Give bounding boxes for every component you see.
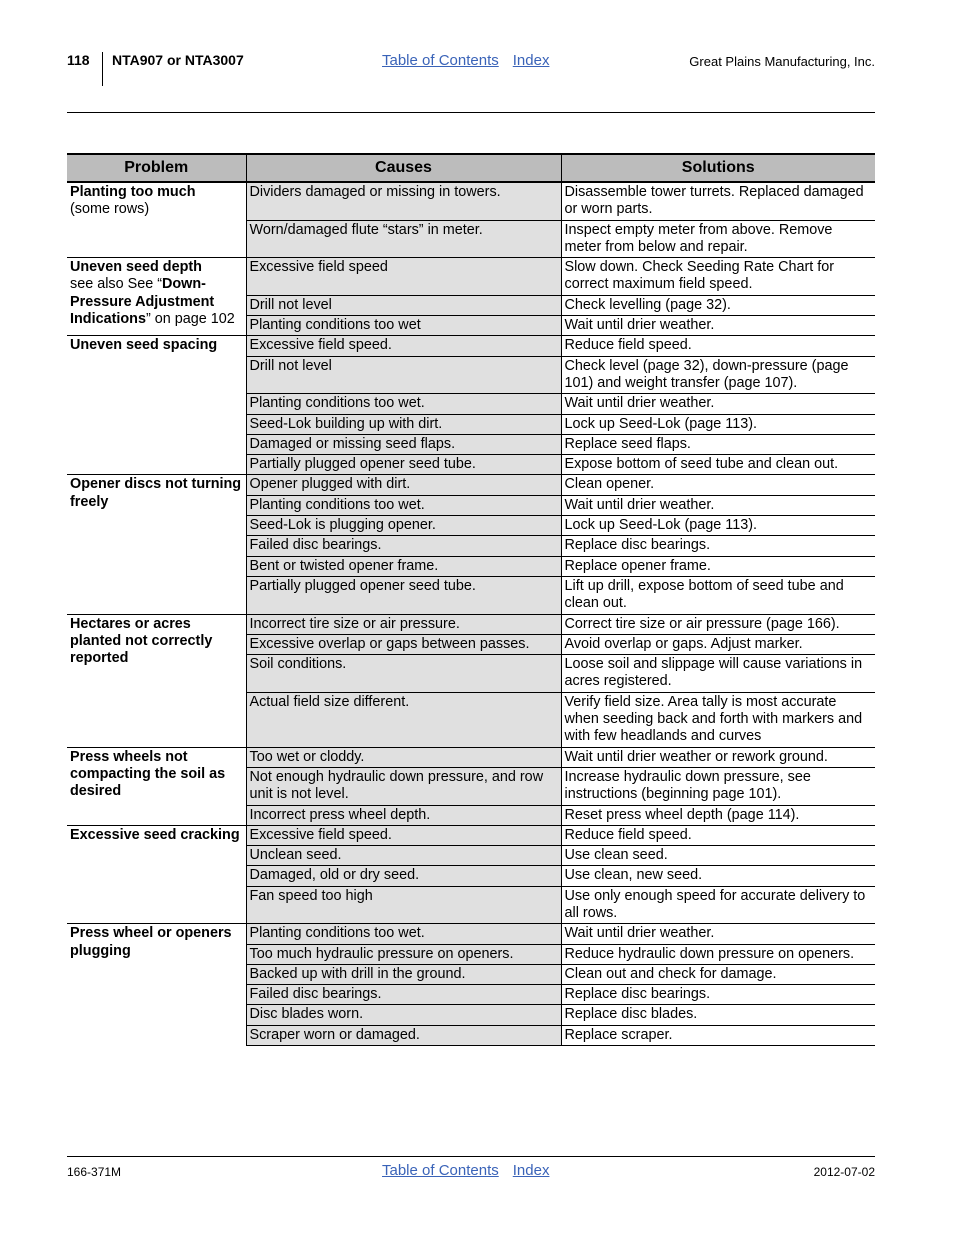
solution-cell: Verify field size. Area tally is most accurate when seeding back and forth with markers and with few headlands and curves bbox=[561, 692, 875, 747]
problem-title: Press wheels not compacting the soil as desired bbox=[70, 748, 226, 800]
footer-table-of-contents-link[interactable]: Table of Contents bbox=[382, 1162, 499, 1179]
solution-cell: Loose soil and slippage will cause variations in acres registered. bbox=[561, 655, 875, 693]
cause-cell: Actual field size different. bbox=[246, 692, 561, 747]
solution-cell: Clean out and check for damage. bbox=[561, 964, 875, 984]
solution-cell: Lock up Seed-Lok (page 113). bbox=[561, 516, 875, 536]
cause-cell: Failed disc bearings. bbox=[246, 985, 561, 1005]
problem-cell bbox=[67, 825, 246, 923]
solution-cell: Reduce field speed. bbox=[561, 336, 875, 356]
problem-title: Press wheel or openers plugging bbox=[70, 925, 232, 959]
cause-cell: Too wet or cloddy. bbox=[246, 747, 561, 767]
footer-rule bbox=[67, 1156, 875, 1157]
problem-cell bbox=[67, 475, 246, 614]
problem-cell bbox=[67, 336, 246, 475]
solution-cell: Reduce hydraulic down pressure on openers. bbox=[561, 944, 875, 964]
cause-cell: Planting conditions too wet. bbox=[246, 924, 561, 944]
table-header-row bbox=[67, 154, 875, 182]
problem-title: Opener discs not turning freely bbox=[70, 476, 242, 510]
cause-cell: Seed-Lok is plugging opener. bbox=[246, 516, 561, 536]
header-divider bbox=[102, 52, 103, 86]
solution-cell: Correct tire size or air pressure (page 166). bbox=[561, 614, 875, 634]
solution-cell: Slow down. Check Seeding Rate Chart for correct maximum field speed. bbox=[561, 258, 875, 296]
cause-cell: Backed up with drill in the ground. bbox=[246, 964, 561, 984]
table-row bbox=[67, 258, 875, 296]
cause-cell: Disc blades worn. bbox=[246, 1005, 561, 1025]
cause-cell: Excessive field speed. bbox=[246, 825, 561, 845]
document-title: NTA907 or NTA3007 bbox=[112, 52, 244, 68]
cause-cell: Excessive field speed. bbox=[246, 336, 561, 356]
footer-index-link[interactable]: Index bbox=[512, 1162, 550, 1179]
problem-cell bbox=[67, 614, 246, 747]
cause-cell: Failed disc bearings. bbox=[246, 536, 561, 556]
solution-cell: Disassemble tower turrets. Replaced damaged or worn parts. bbox=[561, 182, 875, 220]
cause-cell: Drill not level bbox=[246, 295, 561, 315]
problem-title: Excessive seed cracking bbox=[70, 826, 240, 843]
table-row bbox=[67, 182, 875, 220]
problem-cell bbox=[67, 747, 246, 825]
problem-cell bbox=[67, 924, 246, 1046]
cause-cell: Damaged, old or dry seed. bbox=[246, 866, 561, 886]
table-row bbox=[67, 475, 875, 495]
solution-cell: Wait until drier weather. bbox=[561, 394, 875, 414]
column-header-problem: Problem bbox=[67, 154, 246, 182]
header-rule bbox=[67, 112, 875, 113]
solution-cell: Increase hydraulic down pressure, see instructions (beginning page 101). bbox=[561, 767, 875, 805]
solution-cell: Wait until drier weather. bbox=[561, 316, 875, 336]
solution-cell: Inspect empty meter from above. Remove meter from below and repair. bbox=[561, 220, 875, 258]
problem-title: Uneven seed spacing bbox=[70, 337, 218, 354]
solution-cell: Use clean, new seed. bbox=[561, 866, 875, 886]
solution-cell: Wait until drier weather or rework ground. bbox=[561, 747, 875, 767]
problem-cell bbox=[67, 258, 246, 336]
solution-cell: Wait until drier weather. bbox=[561, 495, 875, 515]
cause-cell: Excessive overlap or gaps between passes. bbox=[246, 634, 561, 654]
solution-cell: Replace disc bearings. bbox=[561, 985, 875, 1005]
page-number: 118 bbox=[67, 52, 90, 68]
cause-cell: Soil conditions. bbox=[246, 655, 561, 693]
cause-cell: Planting conditions too wet. bbox=[246, 394, 561, 414]
solution-cell: Expose bottom of seed tube and clean out. bbox=[561, 455, 875, 475]
solution-cell: Replace seed flaps. bbox=[561, 434, 875, 454]
table-row bbox=[67, 825, 875, 845]
column-header-causes: Causes bbox=[246, 154, 561, 182]
solution-cell: Replace disc bearings. bbox=[561, 536, 875, 556]
cause-cell: Dividers damaged or missing in towers. bbox=[246, 182, 561, 220]
solution-cell: Avoid overlap or gaps. Adjust marker. bbox=[561, 634, 875, 654]
table-row bbox=[67, 614, 875, 634]
troubleshooting-table bbox=[67, 153, 875, 1046]
cause-cell: Drill not level bbox=[246, 356, 561, 394]
solution-cell: Lift up drill, expose bottom of seed tube and clean out. bbox=[561, 576, 875, 614]
problem-title: Planting too much bbox=[70, 184, 196, 200]
cause-cell: Planting conditions too wet bbox=[246, 316, 561, 336]
solution-cell: Replace scraper. bbox=[561, 1025, 875, 1045]
problem-title: Hectares or acres planted not correctly reported bbox=[70, 615, 213, 667]
solution-cell: Reset press wheel depth (page 114). bbox=[561, 805, 875, 825]
cause-cell: Partially plugged opener seed tube. bbox=[246, 576, 561, 614]
column-header-solutions: Solutions bbox=[561, 154, 875, 182]
problem-note: see also See “ bbox=[70, 276, 162, 293]
solution-cell: Clean opener. bbox=[561, 475, 875, 495]
solution-cell: Lock up Seed-Lok (page 113). bbox=[561, 414, 875, 434]
cause-cell: Damaged or missing seed flaps. bbox=[246, 434, 561, 454]
cause-cell: Seed-Lok building up with dirt. bbox=[246, 414, 561, 434]
table-row bbox=[67, 924, 875, 944]
cause-cell: Not enough hydraulic down pressure, and row unit is not level. bbox=[246, 767, 561, 805]
cause-cell: Excessive field speed bbox=[246, 258, 561, 296]
table-body bbox=[67, 182, 875, 1046]
table-row bbox=[67, 747, 875, 767]
publication-date: 2012-07-02 bbox=[813, 1165, 875, 1179]
header-nav bbox=[382, 52, 549, 69]
problem-reference-page: ” on page 102 bbox=[145, 311, 235, 328]
solution-cell: Use clean seed. bbox=[561, 846, 875, 866]
cause-cell: Fan speed too high bbox=[246, 886, 561, 924]
cause-cell: Worn/damaged flute “stars” in meter. bbox=[246, 220, 561, 258]
solution-cell: Check level (page 32), down-pressure (page 101) and weight transfer (page 107). bbox=[561, 356, 875, 394]
cause-cell: Bent or twisted opener frame. bbox=[246, 556, 561, 576]
cause-cell: Scraper worn or damaged. bbox=[246, 1025, 561, 1045]
cause-cell: Incorrect tire size or air pressure. bbox=[246, 614, 561, 634]
footer-nav bbox=[382, 1162, 549, 1179]
table-row bbox=[67, 336, 875, 356]
cause-cell: Too much hydraulic pressure on openers. bbox=[246, 944, 561, 964]
cause-cell: Opener plugged with dirt. bbox=[246, 475, 561, 495]
solution-cell: Reduce field speed. bbox=[561, 825, 875, 845]
solution-cell: Replace opener frame. bbox=[561, 556, 875, 576]
problem-title: Uneven seed depth bbox=[70, 259, 202, 276]
table-of-contents-link[interactable]: Table of Contents bbox=[382, 52, 499, 69]
solution-cell: Check levelling (page 32). bbox=[561, 295, 875, 315]
company-name: Great Plains Manufacturing, Inc. bbox=[689, 54, 875, 69]
cause-cell: Incorrect press wheel depth. bbox=[246, 805, 561, 825]
problem-reference: Down-Pressure Adjustment Indications bbox=[70, 276, 215, 328]
document-number: 166-371M bbox=[67, 1165, 122, 1179]
index-link[interactable]: Index bbox=[512, 52, 550, 69]
solution-cell: Use only enough speed for accurate delivery to all rows. bbox=[561, 886, 875, 924]
solution-cell: Wait until drier weather. bbox=[561, 924, 875, 944]
problem-cell bbox=[67, 182, 246, 258]
problem-note: (some rows) bbox=[70, 201, 150, 218]
cause-cell: Unclean seed. bbox=[246, 846, 561, 866]
solution-cell: Replace disc blades. bbox=[561, 1005, 875, 1025]
cause-cell: Planting conditions too wet. bbox=[246, 495, 561, 515]
cause-cell: Partially plugged opener seed tube. bbox=[246, 455, 561, 475]
